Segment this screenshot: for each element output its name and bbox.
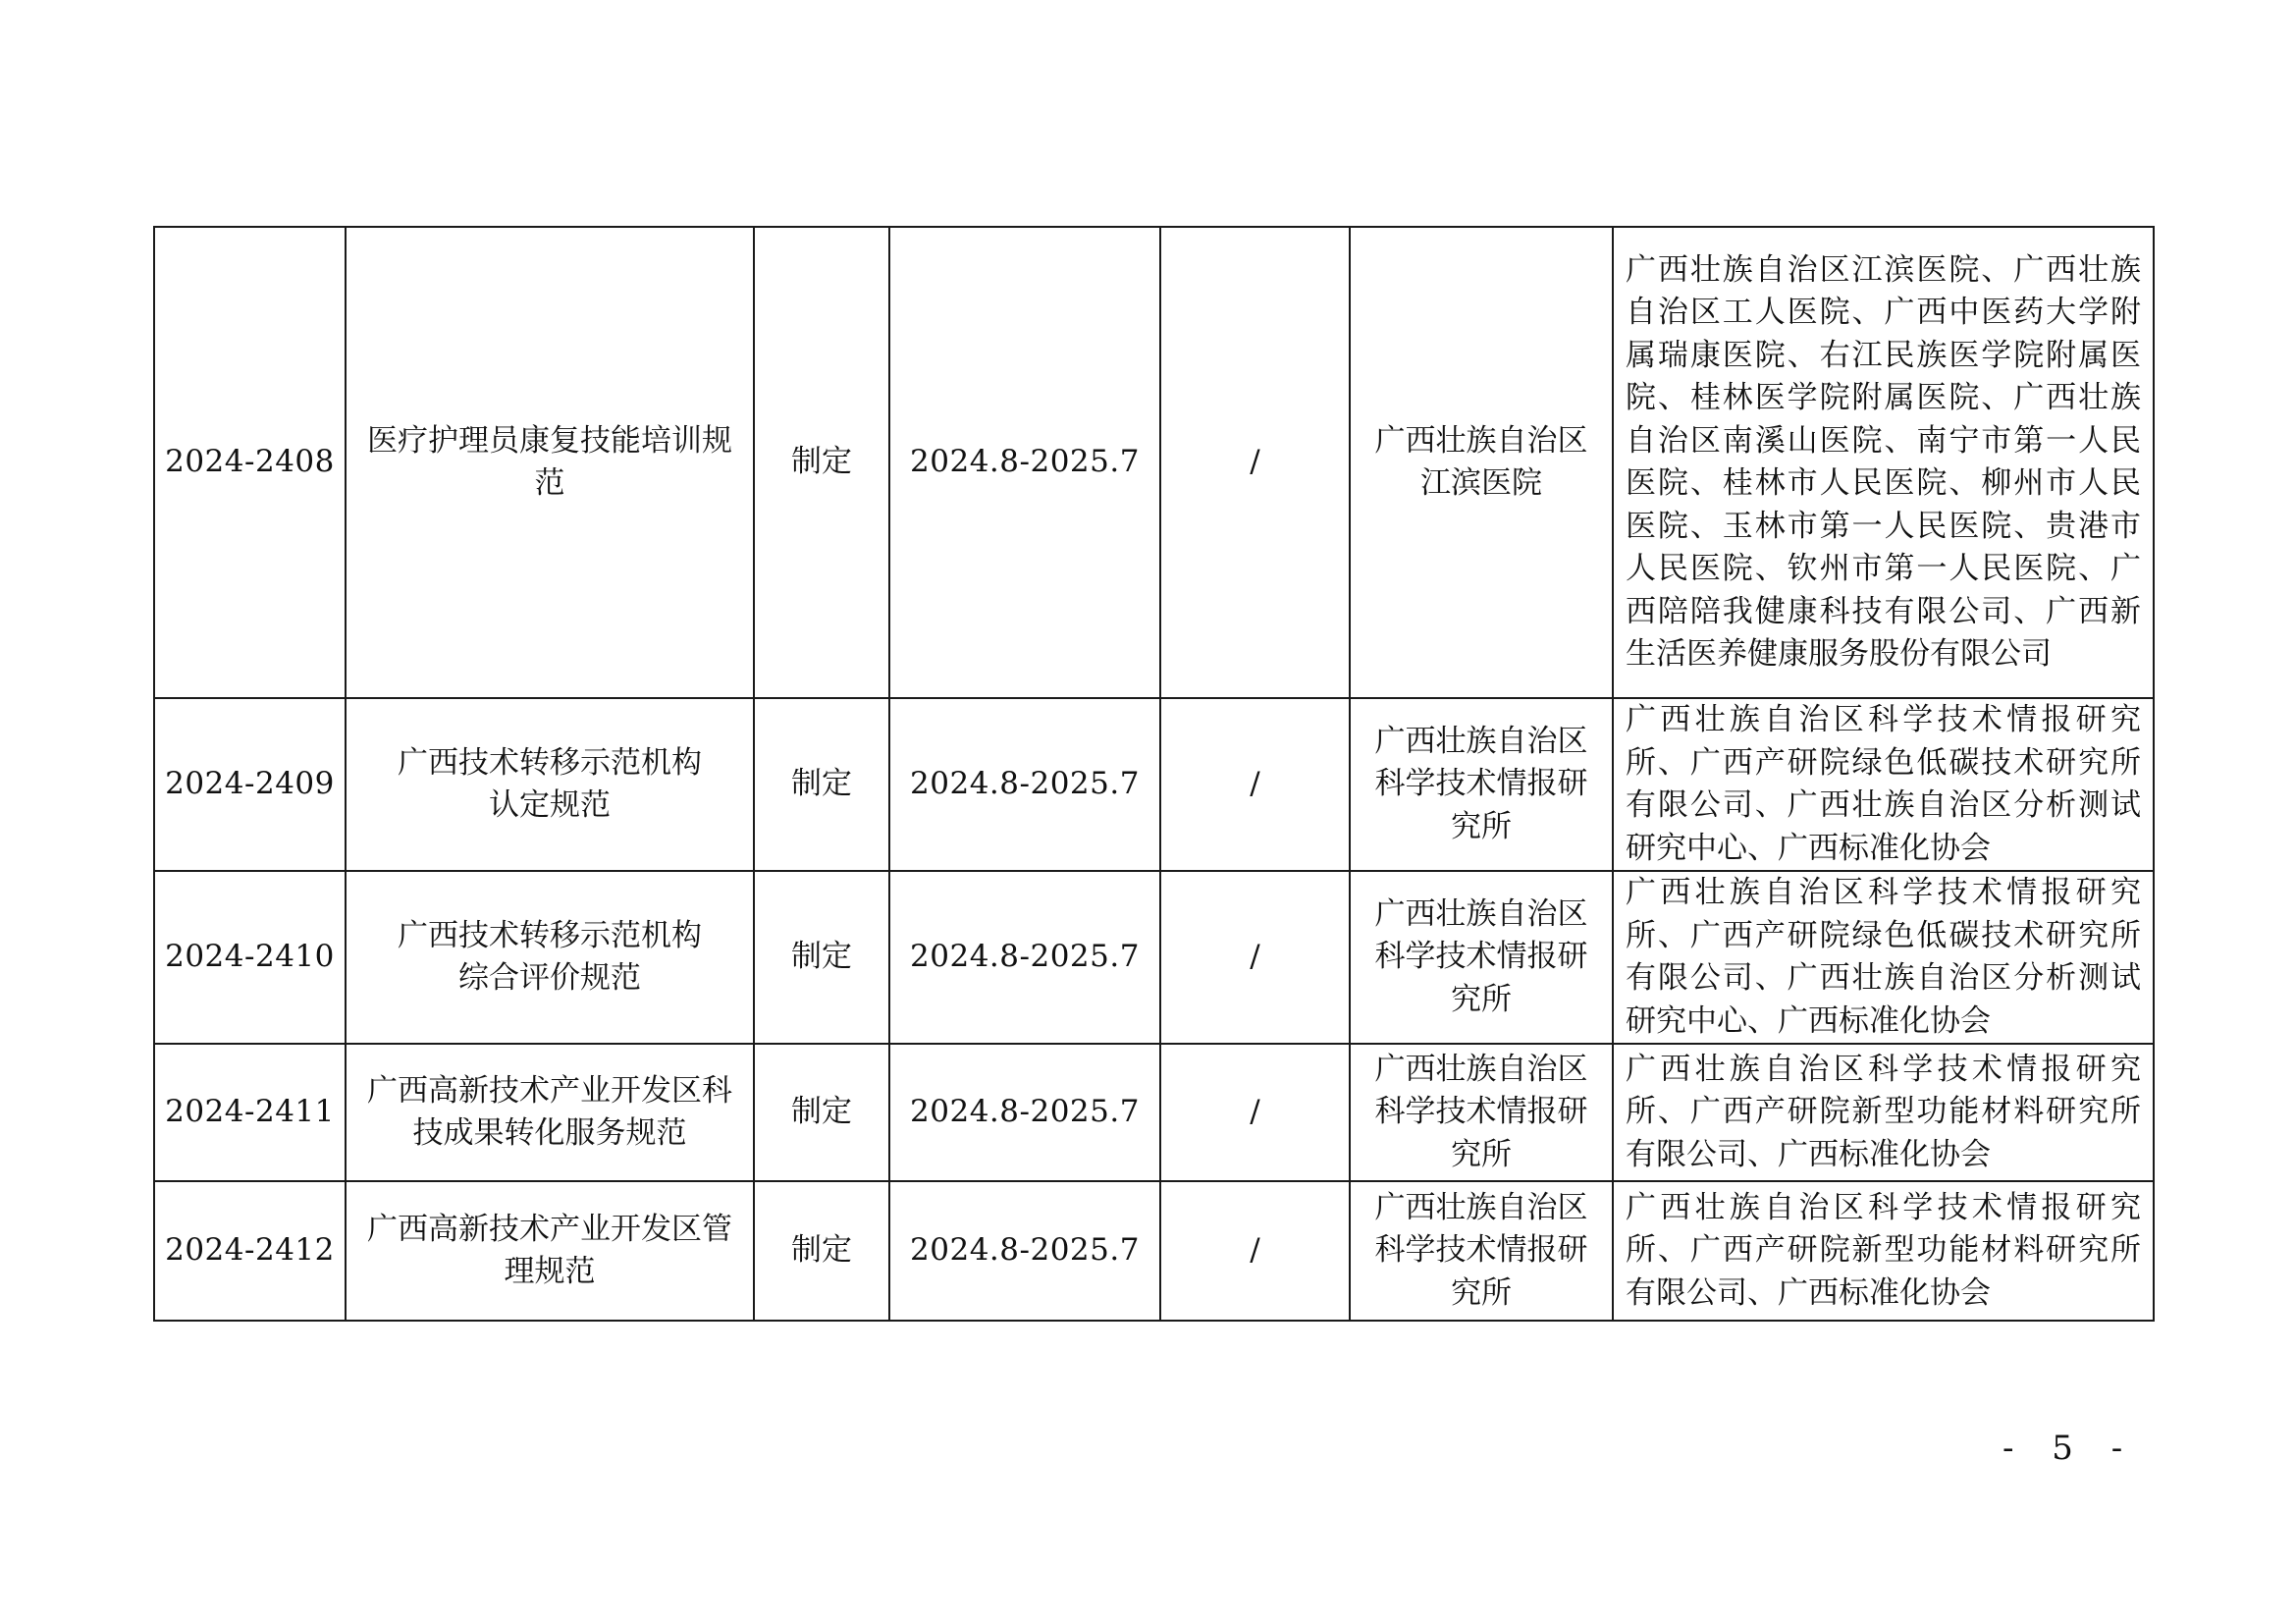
page-number: - 5 - [2002, 1429, 2137, 1468]
replaced-standard-cell: / [1160, 1181, 1350, 1321]
replaced-standard-cell: / [1160, 698, 1350, 871]
table-row [154, 1181, 2154, 1321]
standards-table [153, 226, 2155, 1322]
project-code-cell: 2024-2409 [154, 698, 346, 871]
replaced-standard-cell: / [1160, 227, 1350, 698]
participating-units-cell: 广西壮族自治区江滨医院、广西壮族自治区工人医院、广西中医药大学附属瑞康医院、右江民族医学院附属医院、桂林医学院附属医院、广西壮族自治区南溪山医院、南宁市第一人民医院、桂林市人民医院、柳州市人民医院、玉林市第一人民医院、贵港市人民医院、钦州市第一人民医院、广西陪陪我健康科技有限公司、广西新生活医养健康服务股份有限公司 [1613, 227, 2154, 698]
participating-units-cell: 广西壮族自治区科学技术情报研究所、广西产研院绿色低碳技术研究所有限公司、广西壮族自治区分析测试研究中心、广西标准化协会 [1613, 698, 2154, 871]
replaced-standard-cell: / [1160, 871, 1350, 1044]
lead-unit-cell: 广西壮族自治区江滨医院 [1350, 227, 1613, 698]
standard-name-cell: 广西技术转移示范机构认定规范 [346, 698, 754, 871]
period-cell: 2024.8-2025.7 [889, 227, 1160, 698]
project-code-cell: 2024-2411 [154, 1044, 346, 1181]
project-code-cell: 2024-2410 [154, 871, 346, 1044]
period-cell: 2024.8-2025.7 [889, 1181, 1160, 1321]
type-cell: 制定 [754, 871, 889, 1044]
type-cell: 制定 [754, 1044, 889, 1181]
table-row [154, 698, 2154, 871]
replaced-standard-cell: / [1160, 1044, 1350, 1181]
type-cell: 制定 [754, 1181, 889, 1321]
standard-name-cell: 广西高新技术产业开发区管理规范 [346, 1181, 754, 1321]
project-code-cell: 2024-2412 [154, 1181, 346, 1321]
lead-unit-cell: 广西壮族自治区科学技术情报研究所 [1350, 1181, 1613, 1321]
table-row [154, 871, 2154, 1044]
participating-units-cell: 广西壮族自治区科学技术情报研究所、广西产研院新型功能材料研究所有限公司、广西标准化协会 [1613, 1181, 2154, 1321]
table-row [154, 1044, 2154, 1181]
lead-unit-cell: 广西壮族自治区科学技术情报研究所 [1350, 698, 1613, 871]
participating-units-cell: 广西壮族自治区科学技术情报研究所、广西产研院新型功能材料研究所有限公司、广西标准化协会 [1613, 1044, 2154, 1181]
period-cell: 2024.8-2025.7 [889, 698, 1160, 871]
project-code-cell: 2024-2408 [154, 227, 346, 698]
standard-name-cell: 广西高新技术产业开发区科技成果转化服务规范 [346, 1044, 754, 1181]
standard-name-cell: 广西技术转移示范机构综合评价规范 [346, 871, 754, 1044]
period-cell: 2024.8-2025.7 [889, 871, 1160, 1044]
type-cell: 制定 [754, 698, 889, 871]
participating-units-cell: 广西壮族自治区科学技术情报研究所、广西产研院绿色低碳技术研究所有限公司、广西壮族自治区分析测试研究中心、广西标准化协会 [1613, 871, 2154, 1044]
standard-name-cell: 医疗护理员康复技能培训规范 [346, 227, 754, 698]
period-cell: 2024.8-2025.7 [889, 1044, 1160, 1181]
lead-unit-cell: 广西壮族自治区科学技术情报研究所 [1350, 1044, 1613, 1181]
type-cell: 制定 [754, 227, 889, 698]
lead-unit-cell: 广西壮族自治区科学技术情报研究所 [1350, 871, 1613, 1044]
table-row [154, 227, 2154, 698]
